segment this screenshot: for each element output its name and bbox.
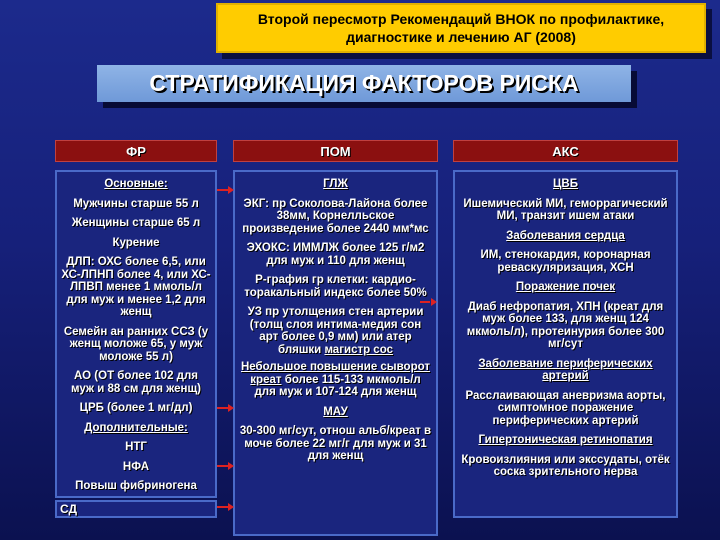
- fr-extra-item: НТГ: [125, 441, 147, 453]
- aks-heart-text: ИМ, стенокардия, коронарная реваскуляризация, ХСН: [480, 249, 651, 274]
- pom-glzh-item-text: УЗ пр утолщения стен артерии (толщ слоя интима-медия сон арт более 0,9 мм) или атер бляшки: [247, 306, 424, 356]
- pom-glzh-link: магистр сос: [324, 343, 393, 356]
- fr-extra-item: НФА: [122, 460, 150, 473]
- aks-periph-title: Заболевание периферических артерий: [478, 357, 653, 382]
- fr-item: ЦРБ (более 1 мг/дл): [79, 402, 193, 414]
- aks-cvb-text: Ишемический МИ, геморрагический МИ, транзит ишем атаки: [463, 197, 668, 222]
- aks-column: [453, 170, 678, 518]
- pom-glzh-item: Р-графия гр клетки: кардио-торакальный индекс более 50%: [244, 274, 427, 299]
- aks-periph-text: Расслаивающая аневризма аорты, симптомное поражение периферических артерий: [465, 389, 666, 427]
- aks-cvb-title: ЦВБ: [553, 178, 578, 190]
- fr-item: ДЛП: ОХС более 6,5, или ХС-ЛПНП более 4, или ХС-ЛПВП менее 1 ммоль/л для муж и менее 1,2 для женщ: [61, 256, 211, 318]
- fr-main-title: Основные:: [104, 178, 168, 190]
- arrow-icon: [420, 298, 437, 306]
- fr-item: АО (ОТ более 102 для муж и 88 см для женщ): [71, 370, 201, 395]
- slide-title: СТРАТИФИКАЦИЯ ФАКТОРОВ РИСКА: [97, 65, 631, 102]
- aks-heart-title: Заболевания сердца: [506, 229, 625, 242]
- pom-creat-title: Небольшое повышение сыворот креат: [241, 361, 430, 386]
- fr-item: Мужчины старше 55 л: [73, 197, 199, 210]
- fr-sd: СД: [55, 500, 217, 518]
- aks-retino-title: Гипертоническая ретинопатия: [478, 434, 653, 446]
- pom-mau-title: МАУ: [323, 405, 348, 418]
- fr-extra-item: Повыш фибриногена: [75, 480, 197, 492]
- aks-kidney-title: Поражение почек: [515, 281, 616, 293]
- pom-creat-text: более 115-133 мкмоль/л для муж и 107-124 для женщ: [254, 373, 421, 398]
- banner-text: Второй пересмотр Рекомендаций ВНОК по профилактике, диагностике и лечению АГ (2008): [257, 11, 665, 45]
- fr-item: Семейн ан ранних ССЗ (у женщ моложе 65, у муж моложе 55 л): [63, 325, 209, 363]
- fr-extra-title: Дополнительные:: [84, 421, 188, 434]
- arrow-icon: [217, 462, 234, 470]
- fr-item: Курение: [112, 236, 160, 249]
- pom-glzh-title: ГЛЖ: [323, 178, 348, 190]
- header-pom: ПОМ: [233, 140, 438, 162]
- pom-creat: [239, 361, 432, 399]
- pom-glzh-item: ЭКГ: пр Соколова-Лайона более 38мм, Корнелльское произведение более 2440 мм*мс: [242, 197, 429, 235]
- pom-mau-text: 30-300 мг/сут, отнош альб/креат в моче более 22 мг/г для муж и 31 для женщ: [239, 425, 432, 462]
- arrow-icon: [217, 503, 234, 511]
- header-aks: АКС: [453, 140, 678, 162]
- header-fr: ФР: [55, 140, 217, 162]
- aks-kidney-text: Диаб нефропатия, ХПН (креат для муж более 133, для женщ 124 мкмоль/л), протеинурия более 300 мг/сут: [466, 300, 665, 350]
- fr-column: [55, 170, 217, 498]
- arrow-icon: [217, 404, 234, 412]
- aks-retino-text: Кровоизлияния или экссудаты, отёк соска зрительного нерва: [461, 453, 670, 478]
- pom-glzh-item: [239, 306, 432, 356]
- pom-column: [233, 170, 438, 536]
- fr-item: Женщины старше 65 л: [71, 217, 201, 229]
- banner: [216, 3, 706, 53]
- arrow-icon: [217, 186, 234, 194]
- pom-glzh-item: ЭХОКС: ИММЛЖ более 125 г/м2 для муж и 110 для женщ: [246, 242, 425, 267]
